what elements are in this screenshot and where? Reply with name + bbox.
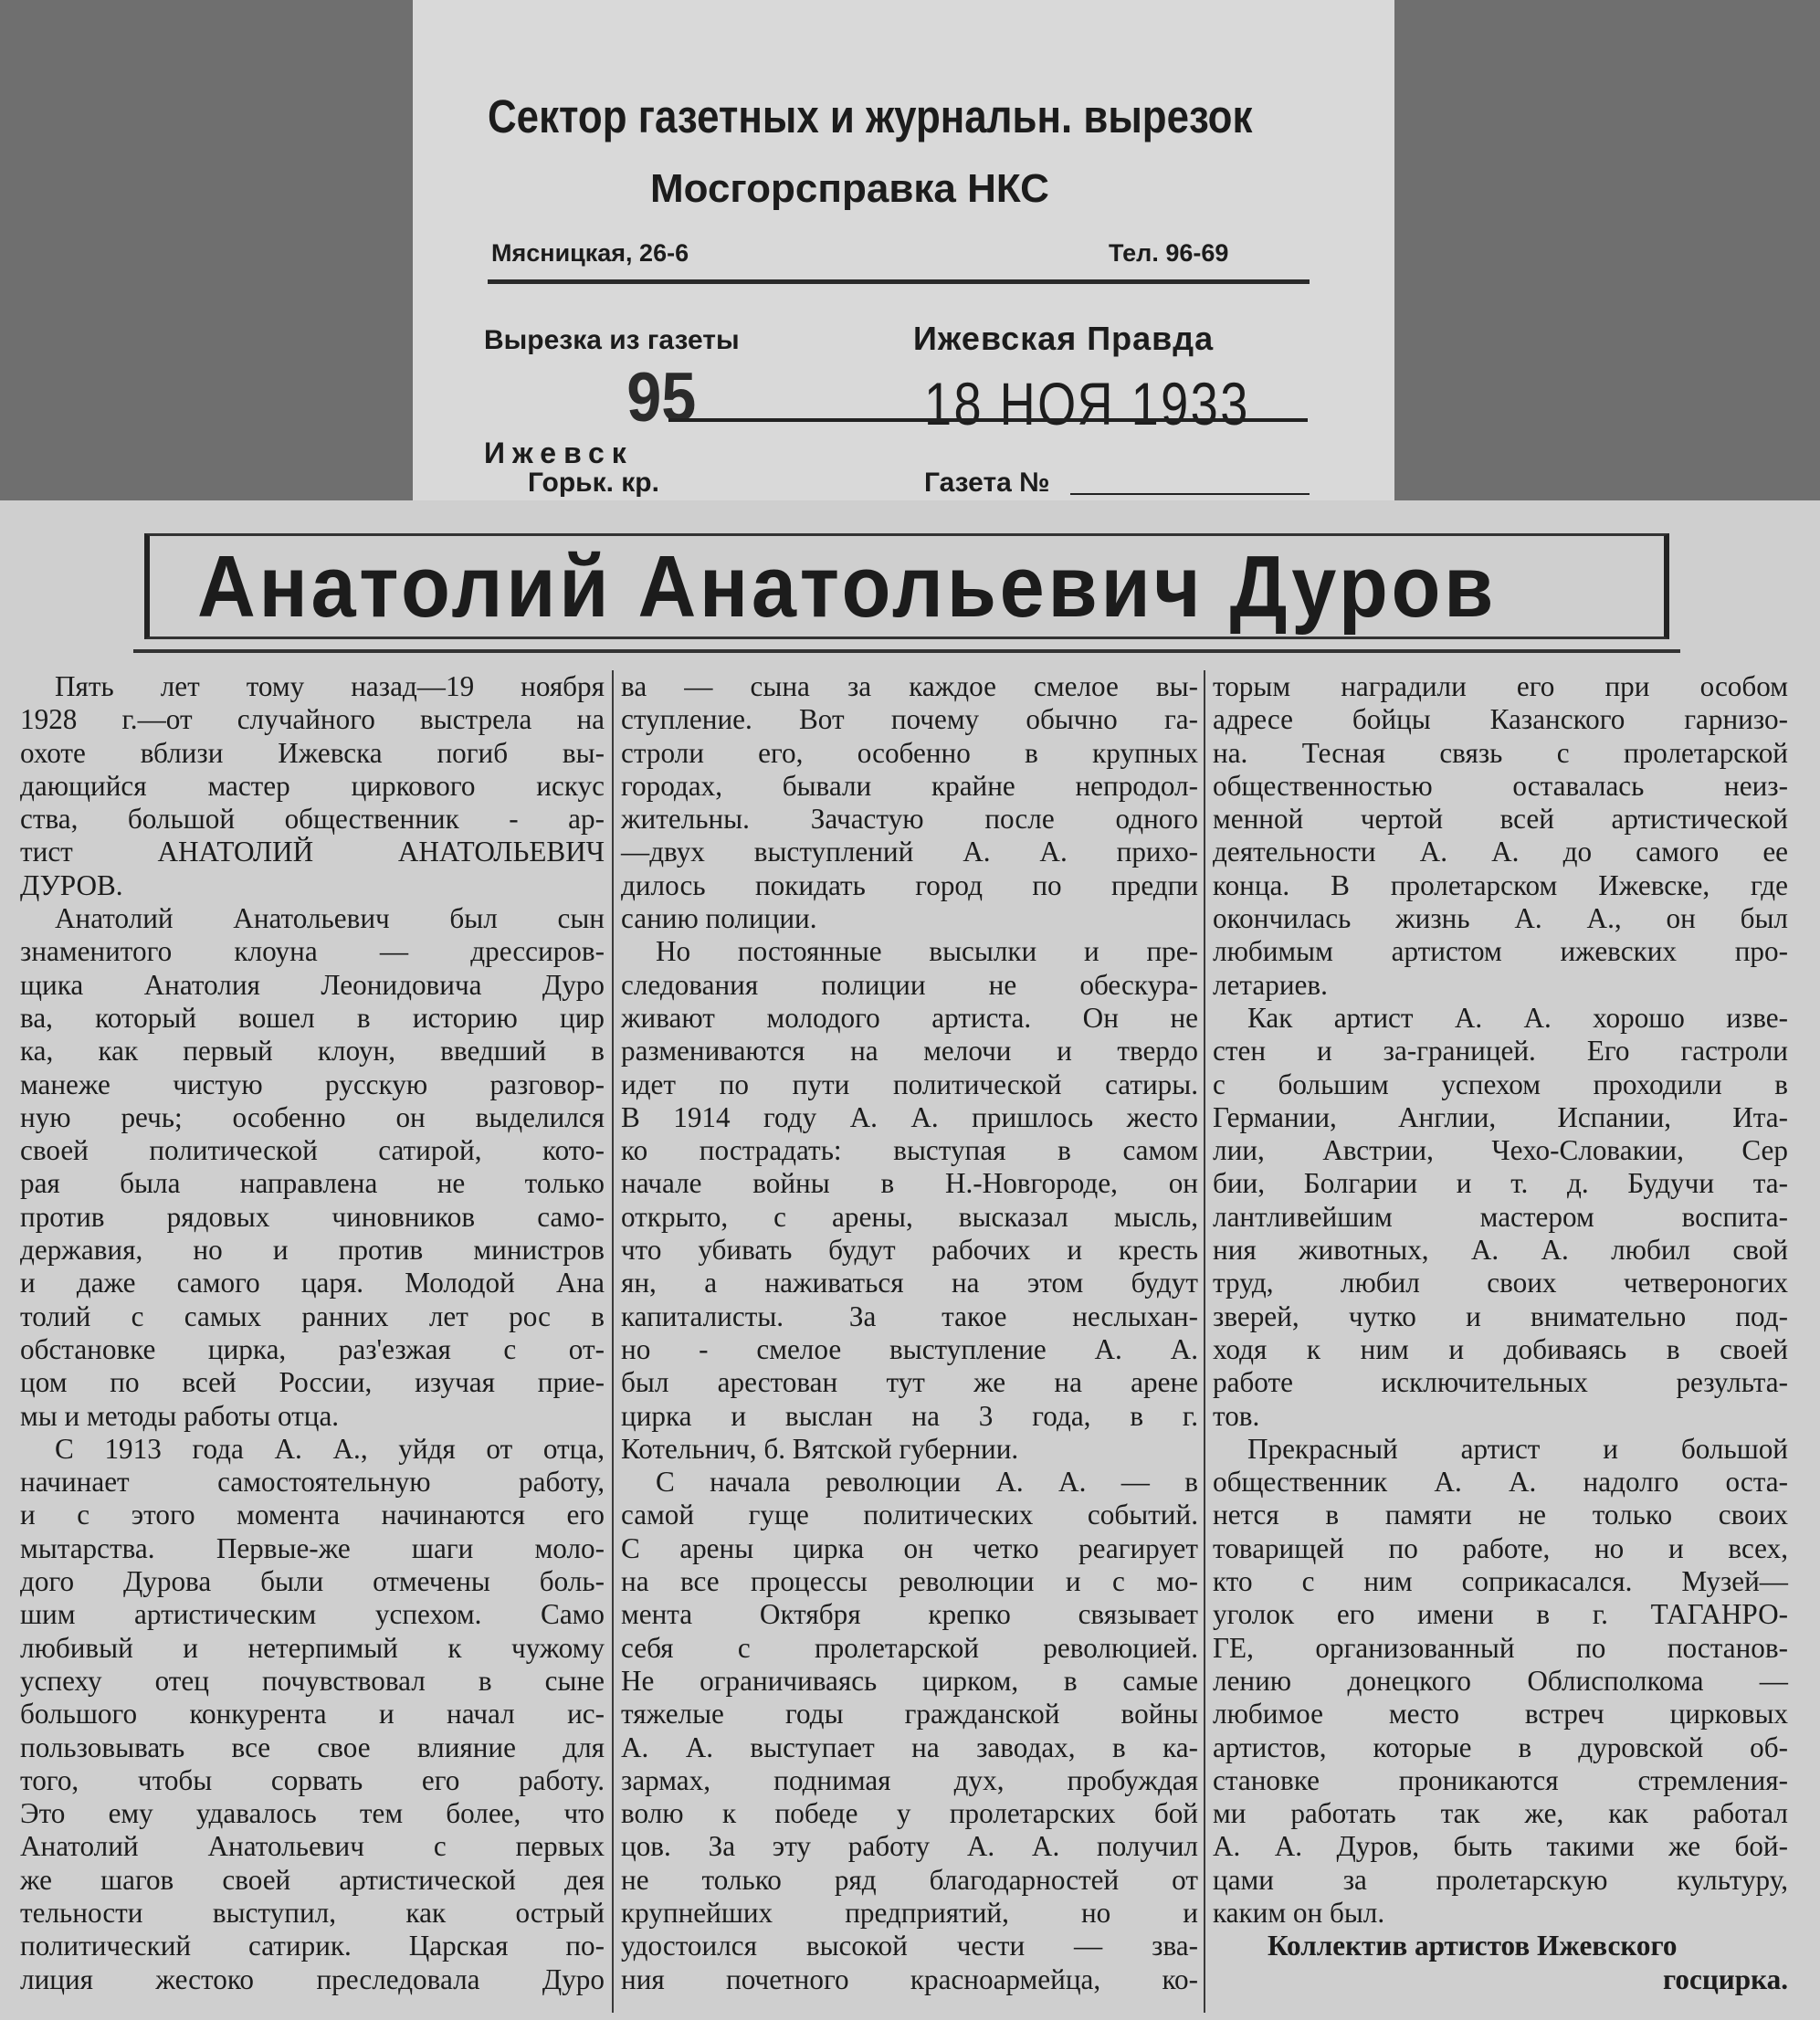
article-line: знаменитого клоуна — дрессиров- [20,935,605,968]
label-title: Сектор газетных и журнальн. вырезок [488,90,1253,142]
article-line: же шагов своей артистической дея [20,1863,605,1896]
article-line: и даже самого царя. Молодой Ана [20,1267,605,1299]
article-line: но - смелое выступление А. А. [621,1332,1198,1365]
article-line: А. А. Дуров, быть такими же бой- [1213,1830,1788,1863]
article-line: С 1913 года А. А., уйдя от отца, [55,1432,605,1465]
article-line: что убивать будут рабочих и кресть [621,1234,1198,1267]
article-line: уголок его имени в г. ТАГАНРО- [1213,1598,1788,1631]
article-line: ГЕ, организованный по постанов- [1213,1631,1788,1664]
article-line: того, чтобы сорвать его работу. [20,1763,605,1796]
article-line: удостоился высокой чести — зва- [621,1930,1198,1962]
article-line: цирка и выслан на 3 года, в г. [621,1399,1198,1432]
article-line: товарищей по работе, но и всех, [1213,1531,1788,1564]
article-line: был арестован тут же на арене [621,1366,1198,1399]
article-line: кто с ним соприкасался. Музей— [1213,1565,1788,1598]
article-line: идет по пути политической сатиры. [621,1068,1198,1100]
article-line: следования полиции не обескура- [621,968,1198,1001]
article-line: ния животных, А. А. любил свой [1213,1234,1788,1267]
label-city: Ижевск [484,437,634,469]
article-line: общественник А. А. надолго оста- [1213,1466,1788,1499]
article-line: своей политической сатирой, кото- [20,1134,605,1167]
article-line: Но постоянные высылки и пре- [656,935,1198,968]
article-line: шим артистическим успехом. Само [20,1598,605,1631]
article-line: Анатолий Анатольевич был сын [55,902,605,935]
article-line: Прекрасный артист и большой [1247,1432,1788,1465]
label-divider [488,279,1310,284]
date-line [668,418,1308,422]
article-line: санию полиции. [621,902,817,935]
label-phone: Тел. 96-69 [1109,239,1229,267]
article-line: окончилась жизнь А. А., он был [1213,902,1788,935]
article-line: С арены цирка он четко реагирует [621,1531,1198,1564]
article-line: Как артист А. А. хорошо изве- [1247,1001,1788,1034]
label-gazeta-number: Газета № [924,468,1050,498]
article-line: цов. За эту работу А. А. получил [621,1830,1198,1863]
article-line: общественностью оставалась неиз- [1213,769,1788,802]
article-line: лии, Австрии, Чехо-Словакии, Сер [1213,1134,1788,1167]
article-line: менной чертой всей артистической [1213,803,1788,836]
article-line: ян, а наживаться на этом будут [621,1267,1198,1299]
article-line: зверей, чутко и внимательно под- [1213,1299,1788,1332]
article-line: ка, как первый клоун, введший в [20,1035,605,1068]
article-line: тов. [1213,1399,1260,1432]
article-line: ства, большой общественник - ар- [20,803,605,836]
article-line: лантливейшим мастером воспита- [1213,1200,1788,1233]
article-line: торым наградили его при особом [1213,670,1788,702]
article-line: мытарства. Первые-же шаги моло- [20,1531,605,1564]
article-line: дого Дурова были отмечены боль- [20,1565,605,1598]
article-line: себя с пролетарской революцией. [621,1631,1198,1664]
article-line: стен и за-границей. Его гастроли [1213,1035,1788,1068]
article-line: с большим успехом проходили в [1213,1068,1788,1100]
article-line: ния почетного красноармейца, ко- [621,1962,1198,1995]
article-line: В 1914 году А. А. пришлось жесто [621,1100,1198,1133]
article-line: ва — сына за каждое смелое вы- [621,670,1198,702]
article-line: Котельнич, б. Вятской губернии. [621,1432,1019,1465]
headline-frame [144,533,1669,639]
article-line: артистов, которые в дуровской об- [1213,1731,1788,1763]
article-line: лению донецкого Облисполкома — [1213,1664,1788,1697]
article-line: и с этого момента начинаются его [20,1499,605,1531]
article-line: деятельности А. А. до самого ее [1213,836,1788,868]
article-line: Пять лет тому назад—19 ноября [55,670,605,702]
article-line: толий с самых ранних лет рос в [20,1299,605,1332]
article-line: крупнейших предприятий, но и [621,1896,1198,1929]
article-line: любимое место встреч цирковых [1213,1698,1788,1731]
article-line: ми работать так же, как работал [1213,1797,1788,1830]
label-address: Мясницкая, 26-6 [491,239,689,267]
date-stamp: 18 НОЯ 1933 [924,370,1250,437]
article-line: работе исключительных результа- [1213,1366,1788,1399]
article-line: щика Анатолия Леонидовича Дуро [20,968,605,1001]
article-line: Анатолий Анатольевич с первых [20,1830,605,1863]
article-column-2 [621,670,1198,1996]
article-line: размениваются на мелочи и твердо [621,1035,1198,1068]
label-cut-from: Вырезка из газеты [484,325,740,355]
article-line: ную речь; особенно он выделился [20,1100,605,1133]
label-newspaper-name: Ижевская Правда [913,320,1215,357]
article-headline: Анатолий Анатольевич Дуров [197,538,1498,636]
article-line: каким он был. [1213,1896,1385,1929]
label-region: Горьк. кр. [528,468,659,498]
article-line: цами за пролетарскую культуру, [1213,1863,1788,1896]
article-line: труд, любил своих четвероногих [1213,1267,1788,1299]
article-line: ва, который вошел в историю цир [20,1001,605,1034]
article-line: ходя к ним и добиваясь в своей [1213,1332,1788,1365]
article-line: Коллектив артистов Ижевского [1268,1930,1678,1962]
gazeta-number-line [1070,493,1310,495]
label-organization: Мосгорсправка НКС [650,166,1049,211]
article-line: любивый и нетерпимый к чужому [20,1631,605,1664]
article-line: ступление. Вот почему обычно га- [621,703,1198,736]
article-line: не только ряд благодарностей от [621,1863,1198,1896]
article-line: пользовывать все свое влияние для [20,1731,605,1763]
article-line: ко пострадать: выступая в самом [621,1134,1198,1167]
article-line: цом по всей России, изучая прие- [20,1366,605,1399]
article-line: —двух выступлений А. А. прихо- [621,836,1198,868]
article-line: большого конкурента и начал ис- [20,1698,605,1731]
article-line: державия, но и против министров [20,1234,605,1267]
article-line: манеже чистую русскую разговор- [20,1068,605,1100]
article-line: Это ему удавалось тем более, что [20,1797,605,1830]
article-line: мы и методы работы отца. [20,1399,340,1432]
article-line: жительны. Зачастую после одного [621,803,1198,836]
article-column-3 [1213,670,1788,1996]
article-line: мента Октября крепко связывает [621,1598,1198,1631]
column-rule-2 [1204,670,1205,2013]
article-line: тист АНАТОЛИЙ АНАТОЛЬЕВИЧ [20,836,605,868]
article-line: любимым артистом ижевских про- [1213,935,1788,968]
article-line: госцирка. [1663,1962,1788,1995]
article-line: успеху отец почувствовал в сыне [20,1664,605,1697]
article-line: зармах, поднимая дух, пробуждая [621,1763,1198,1796]
clipping-service-label [413,0,1394,511]
article-column-1 [20,670,605,1996]
article-line: бии, Болгарии и т. д. Будучи та- [1213,1167,1788,1200]
article-line: дающийся мастер циркового искус [20,769,605,802]
article-line: конца. В пролетарском Ижевске, где [1213,868,1788,901]
article-line: становке проникаются стремления- [1213,1763,1788,1796]
article-line: рая была направлена не только [20,1167,605,1200]
article-line: А. А. выступает на заводах, в ка- [621,1731,1198,1763]
article-line: тяжелые годы гражданской войны [621,1698,1198,1731]
article-line: на. Тесная связь с пролетарской [1213,736,1788,769]
article-line: самой гуще политических событий. [621,1499,1198,1531]
issue-number-stamp: 95 [626,359,697,437]
article-line: Германии, Англии, Испании, Ита- [1213,1100,1788,1133]
article-line: политический сатирик. Царская по- [20,1930,605,1962]
article-line: на все процессы революции и с мо- [621,1565,1198,1598]
article-line: открыто, с арены, высказал мысль, [621,1200,1198,1233]
article-line: лиция жестоко преследовала Дуро [20,1962,605,1995]
article-line: живают молодого артиста. Он не [621,1001,1198,1034]
article-line: тельности выступил, как острый [20,1896,605,1929]
article-line: дилось покидать город по предпи [621,868,1198,901]
column-rule-1 [612,670,614,2013]
article-line: капиталисты. За такое неслыхан- [621,1299,1198,1332]
article-line: летариев. [1213,968,1328,1001]
article-line: нется в памяти не только своих [1213,1499,1788,1531]
article-line: против рядовых чиновников само- [20,1200,605,1233]
article-line: волю к победе у пролетарских бой [621,1797,1198,1830]
article-line: городах, бывали крайне непродол- [621,769,1198,802]
article-line: С начала революции А. А. — в [656,1466,1198,1499]
article-line: обстановке цирка, раз'езжая с от- [20,1332,605,1365]
article-line: 1928 г.—от случайного выстрела на [20,703,605,736]
article-line: охоте вблизи Ижевска погиб вы- [20,736,605,769]
article-line: начале войны в Н.-Новгороде, он [621,1167,1198,1200]
article-line: Не ограничиваясь цирком, в самые [621,1664,1198,1697]
newspaper-article [0,500,1820,2020]
article-line: начинает самостоятельную работу, [20,1466,605,1499]
article-line: ДУРОВ. [20,868,123,901]
article-line: строли его, особенно в крупных [621,736,1198,769]
article-line: адресе бойцы Казанского гарнизо- [1213,703,1788,736]
